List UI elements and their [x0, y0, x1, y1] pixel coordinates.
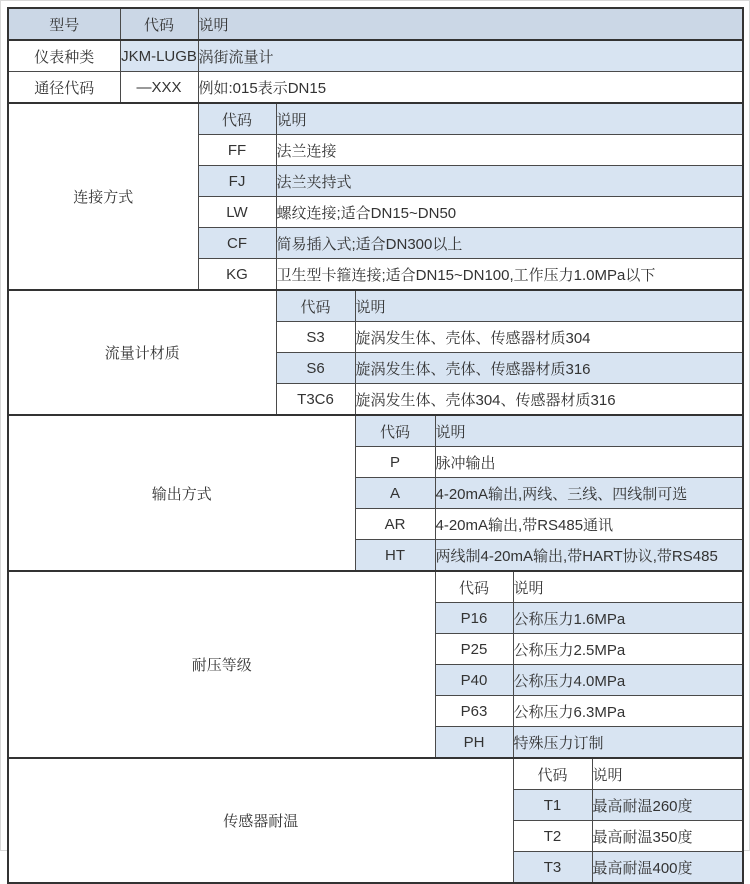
- section-label-connection: 连接方式: [8, 103, 198, 290]
- table-row: [8, 72, 743, 104]
- row-code: —XXX: [120, 72, 198, 104]
- header-desc: 说明: [198, 8, 743, 40]
- table-row: [8, 40, 743, 72]
- item-code: FJ: [198, 166, 276, 197]
- item-code: T3: [513, 852, 592, 884]
- subheader-code: 代码: [355, 415, 435, 447]
- section-label-material: 流量计材质: [8, 290, 276, 415]
- item-desc: 最高耐温260度: [592, 790, 743, 821]
- item-desc: 简易插入式;适合DN300以上: [276, 228, 743, 259]
- item-desc: 4-20mA输出,两线、三线、四线制可选: [435, 478, 743, 509]
- table-header-row: [8, 8, 743, 40]
- item-desc: 螺纹连接;适合DN15~DN50: [276, 197, 743, 228]
- item-code: KG: [198, 259, 276, 291]
- subheader-code: 代码: [435, 571, 513, 603]
- item-code: P40: [435, 665, 513, 696]
- item-code: T2: [513, 821, 592, 852]
- subheader-desc: 说明: [592, 758, 743, 790]
- item-desc: 公称压力4.0MPa: [513, 665, 743, 696]
- subheader-desc: 说明: [355, 290, 743, 322]
- item-code: P: [355, 447, 435, 478]
- section-subheader-row: [8, 103, 743, 135]
- item-desc: 4-20mA输出,带RS485通讯: [435, 509, 743, 540]
- item-code: FF: [198, 135, 276, 166]
- subheader-desc: 说明: [513, 571, 743, 603]
- item-code: P16: [435, 603, 513, 634]
- header-model: 型号: [8, 8, 120, 40]
- item-desc: 公称压力2.5MPa: [513, 634, 743, 665]
- subheader-code: 代码: [276, 290, 355, 322]
- section-label-pressure: 耐压等级: [8, 571, 435, 758]
- item-code: T3C6: [276, 384, 355, 416]
- row-desc: 涡街流量计: [198, 40, 743, 72]
- section-subheader-row: [8, 571, 743, 603]
- section-subheader-row: [8, 290, 743, 322]
- subheader-code: 代码: [513, 758, 592, 790]
- item-desc: 公称压力6.3MPa: [513, 696, 743, 727]
- item-code: S3: [276, 322, 355, 353]
- item-desc: 旋涡发生体、壳体、传感器材质316: [355, 353, 743, 384]
- item-desc: 法兰连接: [276, 135, 743, 166]
- section-label-temperature: 传感器耐温: [8, 758, 513, 883]
- item-desc: 两线制4-20mA输出,带HART协议,带RS485: [435, 540, 743, 572]
- item-code: T1: [513, 790, 592, 821]
- row-label-diameter-code: 通径代码: [8, 72, 120, 104]
- subheader-code: 代码: [198, 103, 276, 135]
- item-code: HT: [355, 540, 435, 572]
- item-code: CF: [198, 228, 276, 259]
- item-code: LW: [198, 197, 276, 228]
- item-desc: 旋涡发生体、壳体304、传感器材质316: [355, 384, 743, 416]
- row-desc: 例如:015表示DN15: [198, 72, 743, 104]
- item-desc: 公称压力1.6MPa: [513, 603, 743, 634]
- item-code: AR: [355, 509, 435, 540]
- row-code: JKM-LUGB: [120, 40, 198, 72]
- subheader-desc: 说明: [276, 103, 743, 135]
- section-subheader-row: [8, 415, 743, 447]
- spec-table: [7, 7, 744, 884]
- item-desc: 脉冲输出: [435, 447, 743, 478]
- item-desc: 卫生型卡箍连接;适合DN15~DN100,工作压力1.0MPa以下: [276, 259, 743, 291]
- header-code: 代码: [120, 8, 198, 40]
- item-desc: 最高耐温350度: [592, 821, 743, 852]
- subheader-desc: 说明: [435, 415, 743, 447]
- item-desc: 最高耐温400度: [592, 852, 743, 884]
- row-label-instrument-type: 仪表种类: [8, 40, 120, 72]
- item-code: P63: [435, 696, 513, 727]
- section-subheader-row: [8, 758, 743, 790]
- item-code: A: [355, 478, 435, 509]
- item-desc: 旋涡发生体、壳体、传感器材质304: [355, 322, 743, 353]
- item-code: S6: [276, 353, 355, 384]
- item-desc: 法兰夹持式: [276, 166, 743, 197]
- item-desc: 特殊压力订制: [513, 727, 743, 759]
- section-label-output: 输出方式: [8, 415, 355, 571]
- item-code: PH: [435, 727, 513, 759]
- item-code: P25: [435, 634, 513, 665]
